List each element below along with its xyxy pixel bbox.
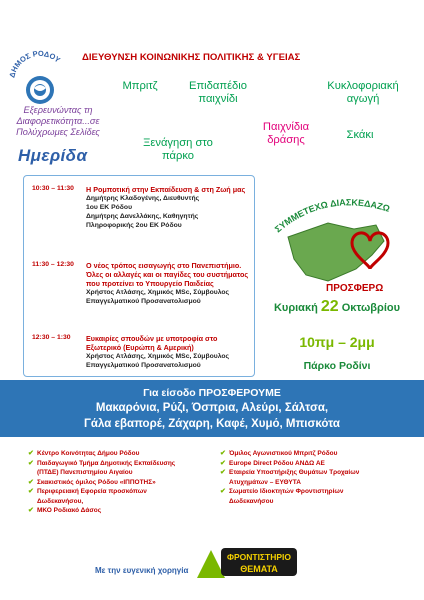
schedule-time: 11:30 – 12:30 [32,261,74,268]
check-icon: ✔ [28,478,34,486]
event-date: Κυριακή 22 Οκτωβρίου [273,298,401,315]
sponsor-item: ✔ Europe Direct Ρόδου ΑΝΔΩ ΑΕ [220,459,325,467]
sponsor-item: ✔ Όμιλος Αγωνιστικού Μπριτζ Ρόδου [220,450,338,457]
sponsor-item: Δωδεκανήσου [229,497,274,505]
check-icon: ✔ [220,459,226,467]
check-icon: ✔ [220,488,226,495]
schedule-box [23,175,255,377]
sponsors-right [220,449,415,506]
thanks-text: Με την ευγενική χορηγία [95,566,189,575]
schedule-time: 12:30 – 1:30 [32,334,71,341]
sponsor-item: Ατυχημάτων – ΕΥΘΥΤΑ [229,478,301,486]
sponsor-item: ✔ Παιδαγωγικό Τμήμα Δημοτικής Εκπαίδευσης [28,459,176,467]
lead-text: Εξερευνώντας τη Διαφορετικότητα...σε Πολύχρωμες Σελίδες [16,105,100,137]
event-hours: 10πμ – 2μμ [299,334,375,350]
sponsor-item: ✔ Σωματείο Ιδιοκτητών Φροντιστηρίων [220,488,344,495]
sponsor-item: ✔ Σκακιστικός όμιλος Ρόδου «ΙΠΠΟΤΗΣ» [28,478,156,486]
check-icon: ✔ [220,469,226,476]
header-title: ΔΙΕΥΘΥΝΣΗ ΚΟΙΝΩΝΙΚΗΣ ΠΟΛΙΤΙΚΗΣ & ΥΓΕΙΑΣ [82,52,301,63]
offer-band [0,380,424,437]
activity-traffic: Κυκλοφοριακή αγωγή [327,80,399,105]
svg-text:ΠΡΟΣΦΕΡΩ: ΠΡΟΣΦΕΡΩ [326,283,384,294]
municipality-logo [6,44,74,112]
offer-line-2: Γάλα εβαπορέ, Ζάχαρη, Καφέ, Χυμό, Μπισκότα [84,418,340,430]
activity-bridge: Μπριτζ [122,80,158,92]
schedule-title: Η Ρομποτική στην Εκπαίδευση & στη Ζωή μας Δημήτρης Κλαδογένης, Διευθυντής 1ου ΕΚ Ρόδου Δημήτρης Δανελλάκης, Καθηγητής Πληροφορικής 2ου ΕΚ Ρόδου [86,185,246,229]
schedule-time: 10:30 – 11:30 [32,185,74,192]
sponsor-item: (ΠΤΔΕ) Πανεπιστημίου Αιγαίου [37,469,133,476]
activity-tour: Ξενάγηση στο πάρκο [143,137,213,162]
hmerida-title: Ημερίδα [18,146,88,165]
sponsor-item: ✔ Περιφερειακή Εφορεία προσκόπων [28,488,147,495]
sponsor-item: ✔ Εταιρεία Υποστήριξης Θυμάτων Τροχαίων [220,469,360,476]
sponsor-frontistirio-logo [195,544,299,580]
svg-text:ΣΥΜΜΕΤΕΧΩ ΔΙΑΣΚΕΔΑΖΩ: ΣΥΜΜΕΤΕΧΩ ΔΙΑΣΚΕΔΑΖΩ [272,197,391,235]
activity-chess: Σκάκι [346,129,374,141]
sponsors-left [28,449,228,516]
svg-text:ΘΕΜΑΤΑ: ΘΕΜΑΤΑ [240,564,278,574]
check-icon: ✔ [28,488,34,495]
offer-line-1: Μακαρόνια, Ρύζι, Όσπρια, Αλεύρι, Σάλτσα, [95,402,329,414]
check-icon: ✔ [28,450,34,457]
event-place: Πάρκο Ροδίνι [303,360,371,372]
check-icon: ✔ [28,507,34,514]
sponsor-item: Δωδεκανήσου, [37,497,84,505]
check-icon: ✔ [220,450,226,457]
svg-text:ΔΗΜΟΣ ΡΟΔΟΥ: ΔΗΜΟΣ ΡΟΔΟΥ [7,48,63,79]
check-icon: ✔ [28,459,34,467]
schedule-title: Ευκαιρίες σπουδών με υποτροφία στο Εξωτερικό (Ευρώπη & Αμερική) Χρήστος Ατλάσης, Χημικός MSc, Σύμβουλος Επαγγελματικού Προσανατολισμού [86,334,230,369]
svg-text:ΦΡΟΝΤΙΣΤΗΡΙΟ: ΦΡΟΝΤΙΣΤΗΡΙΟ [226,552,292,562]
activity-board-game: Επιδαπέδιο παιχνίδι [188,80,247,105]
schedule-title: Ο νέος τρόπος εισαγωγής στο Πανεπιστήμιο. Όλες οι αλλαγές και οι παγίδες του συστήματος που προτείνει το Υπουργείο Παιδείας Χρήστος Ατλάσης, Χημικός MSc, Σύμβουλος Επαγγελματικού Προσανατολισμού [86,261,249,305]
sponsor-item: ✔ ΜΚΟ Ροδιακό Δάσος [28,507,102,514]
offer-title: Για είσοδο ΠΡΟΣΦΕΡΟΥΜΕ [143,387,281,399]
rhodes-map-heart-graphic [258,185,416,295]
activity-action-games: Παιχνίδια δράσης [262,121,310,146]
sponsor-item: ✔ Κέντρο Κοινότητας Δήμου Ρόδου [28,450,140,457]
